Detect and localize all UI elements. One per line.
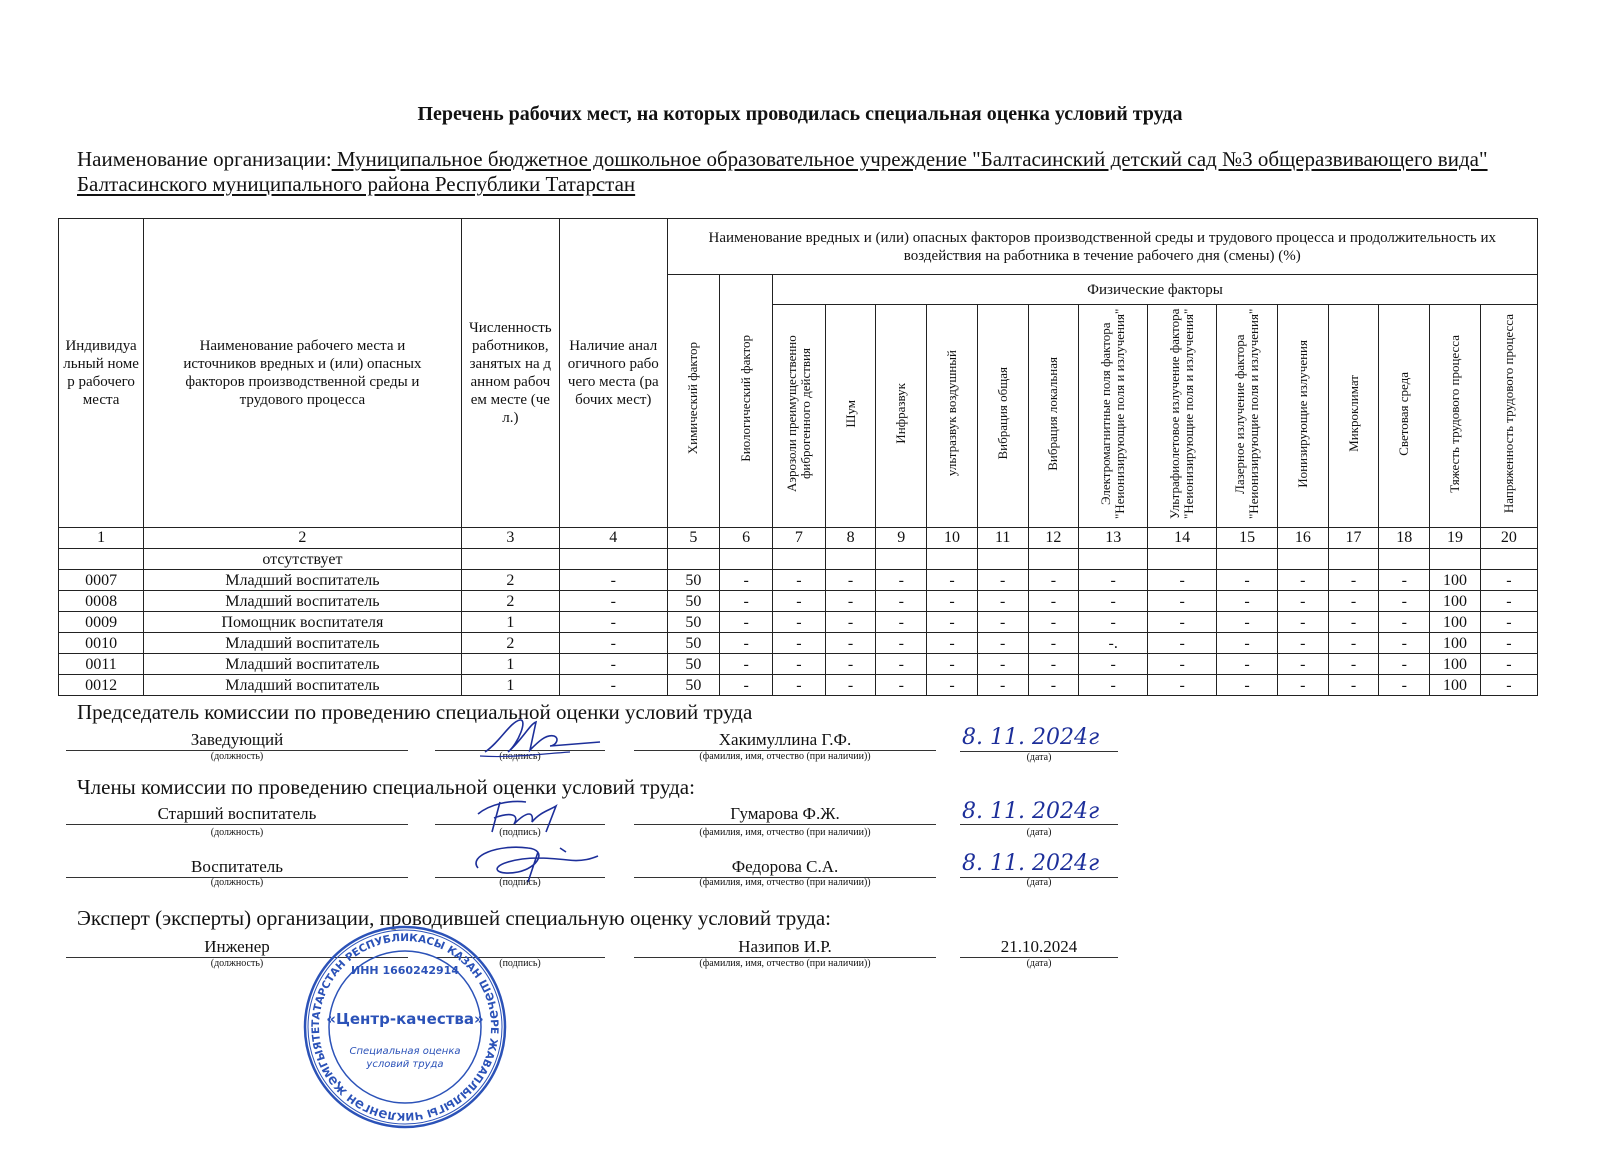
- organization-line: [77, 147, 1497, 197]
- table-cell: 1: [461, 612, 559, 633]
- table-cell: -: [772, 612, 825, 633]
- table-cell: -: [1079, 654, 1148, 675]
- column-number: 5: [667, 528, 720, 549]
- table-cell: -: [1328, 675, 1379, 696]
- table-cell: -: [1277, 570, 1328, 591]
- chairman-position: Заведующий: [66, 730, 408, 751]
- table-cell: -: [1480, 654, 1537, 675]
- column-number: 17: [1328, 528, 1379, 549]
- caption-date: (дата): [960, 751, 1118, 763]
- table-cell: -: [560, 675, 668, 696]
- table-cell: -: [977, 570, 1028, 591]
- column-number: 7: [772, 528, 825, 549]
- table-cell: -: [876, 612, 927, 633]
- table-cell: -: [1028, 612, 1079, 633]
- table-cell: 100: [1430, 612, 1481, 633]
- absent-row: [59, 549, 1538, 570]
- table-cell: -: [1079, 591, 1148, 612]
- table-row: [59, 570, 1538, 591]
- header-laser: Лазерное излучение фактора "Неионизирующие поля и излучения": [1217, 305, 1278, 528]
- table-cell: 100: [1430, 570, 1481, 591]
- table-cell: -: [876, 675, 927, 696]
- header-workplace-number: Индивидуальный номер рабочего места: [59, 219, 144, 528]
- table-cell: -: [927, 591, 978, 612]
- column-number: 9: [876, 528, 927, 549]
- workplace-number-cell: 0011: [59, 654, 144, 675]
- table-cell: 2: [461, 633, 559, 654]
- table-cell: -: [825, 612, 876, 633]
- table-cell: -: [825, 675, 876, 696]
- caption-position: (должность): [210, 958, 264, 969]
- header-light: Световая среда: [1379, 305, 1430, 528]
- table-cell: -: [1480, 591, 1537, 612]
- workplace-number-cell: 0008: [59, 591, 144, 612]
- table-cell: -: [1328, 591, 1379, 612]
- table-cell: -: [772, 633, 825, 654]
- table-cell: -: [720, 612, 773, 633]
- table-cell: -: [1277, 633, 1328, 654]
- column-number: 1: [59, 528, 144, 549]
- column-number: 12: [1028, 528, 1079, 549]
- table-cell: -: [772, 654, 825, 675]
- caption-signature: (подпись): [499, 827, 541, 838]
- table-cell: -: [977, 591, 1028, 612]
- table-cell: -: [720, 675, 773, 696]
- table-cell: 100: [1430, 591, 1481, 612]
- table-cell: -: [1079, 570, 1148, 591]
- table-cell: -: [825, 591, 876, 612]
- header-biological: Биологический фактор: [720, 275, 773, 528]
- workplace-name-cell: Младший воспитатель: [144, 633, 461, 654]
- caption-signature: (подпись): [499, 877, 541, 888]
- table-cell: -: [1217, 612, 1278, 633]
- header-em-fields: Электромагнитные поля фактора "Неионизирующие поля и излучения": [1079, 305, 1148, 528]
- table-cell: -: [876, 570, 927, 591]
- svg-text:условий труда: условий труда: [366, 1059, 444, 1070]
- svg-text:«Центр-качества»: «Центр-качества»: [326, 1010, 484, 1028]
- caption-fio: (фамилия, имя, отчество (при наличии)): [699, 877, 871, 888]
- header-factors-group: Наименование вредных и (или) опасных факторов производственной среды и трудового процесса и продолжительность их воздействия на работника в течение рабочего дня (смены) (%): [667, 219, 1537, 275]
- header-microclimate: Микроклимат: [1328, 305, 1379, 528]
- member2-position: Воспитатель: [66, 857, 408, 878]
- column-number: 16: [1277, 528, 1328, 549]
- header-intensity: Напряженность трудового процесса: [1480, 305, 1537, 528]
- svg-text:Специальная оценка: Специальная оценка: [349, 1046, 461, 1057]
- table-row: [59, 612, 1538, 633]
- workplace-name-cell: Младший воспитатель: [144, 675, 461, 696]
- table-cell: -: [1379, 612, 1430, 633]
- table-cell: -: [772, 570, 825, 591]
- workplace-name-cell: Помощник воспитателя: [144, 612, 461, 633]
- table-cell: -: [720, 633, 773, 654]
- member1-position: Старший воспитатель: [66, 804, 408, 825]
- column-number: 2: [144, 528, 461, 549]
- table-cell: -: [720, 591, 773, 612]
- table-cell: -: [1328, 633, 1379, 654]
- table-cell: -: [927, 633, 978, 654]
- column-number: 19: [1430, 528, 1481, 549]
- table-cell: -: [1028, 591, 1079, 612]
- table-cell: -: [1328, 654, 1379, 675]
- svg-text:ИНН 1660242914: ИНН 1660242914: [351, 964, 459, 977]
- workplace-number-cell: 0010: [59, 633, 144, 654]
- header-severity: Тяжесть трудового процесса: [1430, 305, 1481, 528]
- expert-position: Инженер: [66, 937, 408, 958]
- organization-name: Муниципальное бюджетное дошкольное образовательное учреждение "Балтасинский детский сад №3 общеразвивающего вида" Балтасинского муниципального района Республики Татарстан: [77, 147, 1488, 196]
- table-cell: -: [825, 633, 876, 654]
- caption-fio: (фамилия, имя, отчество (при наличии)): [699, 751, 871, 762]
- expert-name: Назипов И.Р.: [634, 937, 936, 958]
- chairman-name: Хакимуллина Г.Ф.: [634, 730, 936, 751]
- table-cell: -: [876, 591, 927, 612]
- svg-text:8. 11. 2024г: 8. 11. 2024г: [962, 725, 1100, 750]
- caption-fio: (фамилия, имя, отчество (при наличии)): [699, 827, 871, 838]
- table-cell: 100: [1430, 633, 1481, 654]
- table-cell: -: [1079, 612, 1148, 633]
- workplace-number-cell: 0007: [59, 570, 144, 591]
- table-cell: -: [1480, 633, 1537, 654]
- table-cell: -: [560, 633, 668, 654]
- header-employee-count: Численность работников, занятых на данном рабочем месте (чел.): [461, 219, 559, 528]
- table-cell: -: [927, 654, 978, 675]
- table-cell: -: [560, 612, 668, 633]
- column-number: 15: [1217, 528, 1278, 549]
- table-cell: -: [1028, 570, 1079, 591]
- chairman-heading: Председатель комиссии по проведению специальной оценки условий труда: [77, 700, 753, 724]
- workplace-name-cell: Младший воспитатель: [144, 570, 461, 591]
- table-cell: 2: [461, 570, 559, 591]
- member1-name: Гумарова Ф.Ж.: [634, 804, 936, 825]
- table-cell: -: [1480, 675, 1537, 696]
- table-cell: -: [825, 570, 876, 591]
- header-ionizing: Ионизирующие излучения: [1277, 305, 1328, 528]
- table-cell: -: [1028, 675, 1079, 696]
- caption-position: (должность): [210, 877, 264, 888]
- svg-text:ТАТАРСТАН РЕСПУБЛИКАСЫ КАЗАН Ш: ТАТАРСТАН РЕСПУБЛИКАСЫ КАЗАН ШӘҺӘРЕ ЖАВАПЛЫЛЫГЫ ЧИКЛӘНГӘН ҖӘМГЫЯТЕ: [309, 931, 501, 1123]
- member1-signature: [470, 792, 580, 838]
- table-cell: -: [1277, 612, 1328, 633]
- header-analog-workplace: Наличие аналогичного рабочего места (рабочих мест): [560, 219, 668, 528]
- member2-signature: [468, 838, 608, 886]
- table-cell: -: [1379, 675, 1430, 696]
- table-cell: -: [1277, 654, 1328, 675]
- column-number: 11: [977, 528, 1028, 549]
- workplace-number-cell: 0009: [59, 612, 144, 633]
- table-row: [59, 591, 1538, 612]
- table-cell: -: [720, 654, 773, 675]
- caption-date: (дата): [1026, 877, 1052, 888]
- table-cell: -: [1148, 633, 1217, 654]
- table-cell: -: [927, 675, 978, 696]
- table-cell: -: [1217, 633, 1278, 654]
- table-cell: -: [927, 612, 978, 633]
- caption-position: (должность): [210, 827, 264, 838]
- table-cell: 100: [1430, 675, 1481, 696]
- table-cell: -: [1079, 675, 1148, 696]
- header-workplace-name: Наименование рабочего места и источников вредных и (или) опасных факторов производственной среды и трудового процесса: [144, 219, 461, 528]
- table-cell: -: [1277, 591, 1328, 612]
- caption-signature: (подпись): [499, 751, 541, 762]
- table-cell: -: [1028, 654, 1079, 675]
- table-cell: -: [720, 570, 773, 591]
- table-cell: -: [772, 675, 825, 696]
- header-uv: Ультрафиолетовое излучение фактора "Неионизирующие поля и излучения": [1148, 305, 1217, 528]
- column-number: 10: [927, 528, 978, 549]
- table-cell: -: [1277, 675, 1328, 696]
- table-cell: -: [1148, 675, 1217, 696]
- workplace-name-cell: Младший воспитатель: [144, 591, 461, 612]
- table-cell: 1: [461, 654, 559, 675]
- caption-date: (дата): [1026, 827, 1052, 838]
- table-cell: -: [1217, 591, 1278, 612]
- table-row: [59, 654, 1538, 675]
- column-number: 3: [461, 528, 559, 549]
- header-vibration-general: Вибрация общая: [977, 305, 1028, 528]
- organization-stamp: [300, 922, 510, 1132]
- table-cell: -.: [1079, 633, 1148, 654]
- workplaces-table: [58, 218, 1538, 696]
- member2-date-handwritten: [958, 846, 1128, 880]
- header-noise: Шум: [825, 305, 876, 528]
- table-cell: 2: [461, 591, 559, 612]
- header-aerosols: Аэрозоли преимущественно фиброгенного действия: [772, 305, 825, 528]
- table-cell: -: [927, 570, 978, 591]
- table-cell: -: [772, 591, 825, 612]
- header-infrasound: Инфразвук: [876, 305, 927, 528]
- table-cell: -: [1217, 570, 1278, 591]
- header-vibration-local: Вибрация локальная: [1028, 305, 1079, 528]
- workplace-number-cell: 0012: [59, 675, 144, 696]
- table-cell: -: [1328, 570, 1379, 591]
- table-cell: 1: [461, 675, 559, 696]
- table-cell: -: [1148, 612, 1217, 633]
- table-cell: -: [1148, 570, 1217, 591]
- caption-position: (должность): [210, 751, 264, 762]
- table-cell: -: [1217, 654, 1278, 675]
- table-cell: -: [977, 612, 1028, 633]
- column-number: 20: [1480, 528, 1537, 549]
- table-cell: 50: [667, 591, 720, 612]
- table-cell: -: [1379, 633, 1430, 654]
- table-cell: -: [1379, 654, 1430, 675]
- chairman-date-handwritten: [958, 720, 1128, 754]
- table-cell: -: [1480, 612, 1537, 633]
- table-cell: -: [977, 675, 1028, 696]
- caption-fio: (фамилия, имя, отчество (при наличии)): [699, 958, 871, 969]
- table-cell: -: [560, 591, 668, 612]
- table-cell: -: [977, 633, 1028, 654]
- table-cell: -: [1480, 570, 1537, 591]
- table-cell: -: [876, 654, 927, 675]
- column-number: 8: [825, 528, 876, 549]
- table-cell: -: [825, 654, 876, 675]
- table-cell: -: [1379, 591, 1430, 612]
- member2-name: Федорова С.А.: [634, 857, 936, 878]
- table-row: [59, 675, 1538, 696]
- table-cell: 50: [667, 612, 720, 633]
- table-cell: -: [1217, 675, 1278, 696]
- organization-label: Наименование организации:: [77, 147, 332, 171]
- workplace-name-cell: Младший воспитатель: [144, 654, 461, 675]
- table-cell: -: [977, 654, 1028, 675]
- column-number: 14: [1148, 528, 1217, 549]
- table-cell: -: [1148, 591, 1217, 612]
- table-cell: 50: [667, 570, 720, 591]
- column-number: 6: [720, 528, 773, 549]
- table-cell: 50: [667, 633, 720, 654]
- column-number: 4: [560, 528, 668, 549]
- table-cell: -: [876, 633, 927, 654]
- table-cell: -: [560, 570, 668, 591]
- table-cell: -: [1028, 633, 1079, 654]
- header-physical-factors: Физические факторы: [772, 275, 1537, 305]
- header-ultrasound: ультразвук воздушный: [927, 305, 978, 528]
- document-title: Перечень рабочих мест, на которых проводилась специальная оценка условий труда: [417, 103, 1183, 125]
- caption-signature: (подпись): [499, 958, 541, 969]
- member1-date-handwritten: [958, 794, 1128, 828]
- svg-text:8. 11. 2024г: 8. 11. 2024г: [962, 799, 1100, 824]
- svg-text:8. 11. 2024г: 8. 11. 2024г: [962, 851, 1100, 876]
- table-cell: -: [1379, 570, 1430, 591]
- table-cell: 50: [667, 654, 720, 675]
- table-row: [59, 633, 1538, 654]
- column-number-row: [59, 528, 1538, 549]
- absent-label: отсутствует: [144, 549, 461, 570]
- members-heading: Члены комиссии по проведению специальной оценки условий труда:: [77, 775, 695, 799]
- caption-date: (дата): [1026, 958, 1052, 969]
- expert-heading: Эксперт (эксперты) организации, проводившей специальную оценку условий труда:: [77, 906, 832, 930]
- header-chemical: Химический фактор: [667, 275, 720, 528]
- table-cell: -: [560, 654, 668, 675]
- table-cell: -: [1148, 654, 1217, 675]
- column-number: 18: [1379, 528, 1430, 549]
- table-cell: -: [1328, 612, 1379, 633]
- table-cell: 50: [667, 675, 720, 696]
- chairman-signature: [470, 712, 610, 762]
- table-cell: 100: [1430, 654, 1481, 675]
- expert-date: 21.10.2024: [960, 937, 1118, 958]
- column-number: 13: [1079, 528, 1148, 549]
